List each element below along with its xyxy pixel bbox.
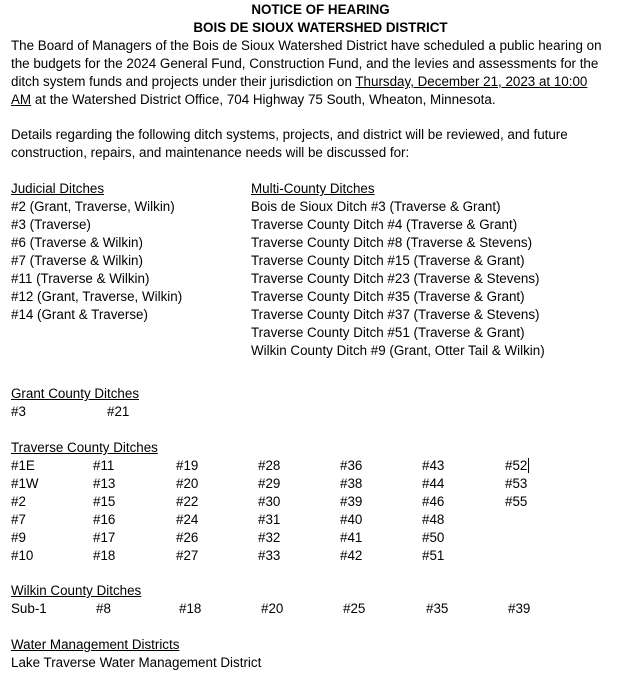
- traverse-ditch: #40: [340, 512, 363, 527]
- traverse-ditch: #36: [340, 458, 363, 473]
- traverse-ditch: #32: [258, 530, 281, 545]
- traverse-ditch: #9: [11, 530, 26, 545]
- wmd-item: Lake Traverse Water Management District: [11, 655, 262, 670]
- multi-county-heading: Multi-County Ditches: [251, 181, 375, 196]
- judicial-item: #11 (Traverse & Wilkin): [11, 271, 150, 286]
- traverse-ditch: #39: [340, 494, 363, 509]
- traverse-ditch: #42: [340, 548, 363, 563]
- judicial-item: #2 (Grant, Traverse, Wilkin): [11, 199, 175, 214]
- grant-heading: Grant County Ditches: [11, 386, 140, 401]
- grant-ditch: #3: [11, 404, 26, 419]
- traverse-ditch: #44: [422, 476, 445, 491]
- multi-county-item: Traverse County Ditch #8 (Traverse & Stevens): [251, 235, 533, 250]
- intro-line-2: the budgets for the 2024 General Fund, Construction Fund, and the levies and assessments for the: [11, 56, 599, 71]
- wmd-heading: Water Management Districts: [11, 637, 180, 652]
- traverse-ditch: #1W: [11, 476, 39, 491]
- notice-title: NOTICE OF HEARING: [251, 2, 390, 17]
- details-line-1: Details regarding the following ditch systems, projects, and district will be reviewed, and future: [11, 127, 568, 142]
- wilkin-ditch: #18: [179, 601, 202, 616]
- wilkin-ditch: #35: [426, 601, 449, 616]
- wilkin-ditch: #25: [343, 601, 366, 616]
- intro-line-1: The Board of Managers of the Bois de Sioux Watershed District have scheduled a public hearing on: [11, 38, 602, 53]
- judicial-item: #12 (Grant, Traverse, Wilkin): [11, 289, 183, 304]
- traverse-ditch: #18: [93, 548, 116, 563]
- traverse-ditch: #28: [258, 458, 281, 473]
- hearing-date: Thursday, December 21, 2023 at 10:00: [355, 74, 588, 89]
- wilkin-ditch: #8: [96, 601, 111, 616]
- traverse-ditch: #10: [11, 548, 34, 563]
- judicial-heading: Judicial Ditches: [11, 181, 105, 196]
- traverse-ditch: #38: [340, 476, 363, 491]
- traverse-ditch: #16: [93, 512, 116, 527]
- intro-line-4: [11, 92, 496, 107]
- intro-line-3-text: ditch system funds and projects under their jurisdiction on: [11, 74, 356, 89]
- traverse-heading: Traverse County Ditches: [11, 440, 158, 455]
- traverse-ditch: #22: [176, 494, 199, 509]
- details-line-2: construction, repairs, and maintenance needs will be discussed for:: [11, 145, 410, 160]
- traverse-ditch: #31: [258, 512, 281, 527]
- traverse-ditch: #51: [422, 548, 445, 563]
- judicial-item: #7 (Traverse & Wilkin): [11, 253, 143, 268]
- traverse-ditch: #2: [11, 494, 26, 509]
- traverse-ditch: #52: [505, 458, 528, 473]
- traverse-ditch: #11: [93, 458, 115, 473]
- traverse-ditch: #33: [258, 548, 281, 563]
- grant-ditch: #21: [107, 404, 130, 419]
- judicial-item: #14 (Grant & Traverse): [11, 307, 148, 322]
- traverse-ditch: #41: [340, 530, 363, 545]
- multi-county-item: Traverse County Ditch #35 (Traverse & Grant): [251, 289, 525, 304]
- traverse-ditch: #50: [422, 530, 445, 545]
- traverse-ditch: #26: [176, 530, 199, 545]
- traverse-ditch: #24: [176, 512, 199, 527]
- traverse-ditch: #1E: [11, 458, 35, 473]
- multi-county-item: Traverse County Ditch #37 (Traverse & Stevens): [251, 307, 540, 322]
- traverse-ditch: #46: [422, 494, 445, 509]
- district-title: BOIS DE SIOUX WATERSHED DISTRICT: [193, 20, 448, 35]
- wilkin-heading: Wilkin County Ditches: [11, 583, 142, 598]
- traverse-ditch: #53: [505, 476, 528, 491]
- wilkin-ditch: #39: [508, 601, 531, 616]
- traverse-ditch: #30: [258, 494, 281, 509]
- traverse-ditch: #43: [422, 458, 445, 473]
- multi-county-item: Traverse County Ditch #23 (Traverse & Stevens): [251, 271, 540, 286]
- traverse-ditch: #7: [11, 512, 26, 527]
- traverse-ditch: #20: [176, 476, 199, 491]
- multi-county-item: Wilkin County Ditch #9 (Grant, Otter Tail & Wilkin): [251, 343, 545, 358]
- judicial-item: #6 (Traverse & Wilkin): [11, 235, 143, 250]
- traverse-ditch: #15: [93, 494, 116, 509]
- hearing-time: AM: [11, 92, 32, 107]
- multi-county-item: Traverse County Ditch #4 (Traverse & Grant): [251, 217, 518, 232]
- hearing-location: at the Watershed District Office, 704 Highway 75 South, Wheaton, Minnesota.: [31, 92, 496, 107]
- wilkin-ditch: #20: [261, 601, 284, 616]
- traverse-ditch: #55: [505, 494, 528, 509]
- wilkin-ditch: Sub-1: [11, 601, 47, 616]
- traverse-ditch: #19: [176, 458, 199, 473]
- intro-line-3: [11, 74, 587, 89]
- traverse-ditch: #48: [422, 512, 445, 527]
- traverse-ditch: #13: [93, 476, 116, 491]
- traverse-ditch: #17: [93, 530, 116, 545]
- traverse-ditch: #29: [258, 476, 281, 491]
- multi-county-item: Bois de Sioux Ditch #3 (Traverse & Grant): [251, 199, 501, 214]
- multi-county-item: Traverse County Ditch #15 (Traverse & Grant): [251, 253, 525, 268]
- traverse-ditch: #27: [176, 548, 199, 563]
- multi-county-item: Traverse County Ditch #51 (Traverse & Grant): [251, 325, 525, 340]
- judicial-item: #3 (Traverse): [11, 217, 91, 232]
